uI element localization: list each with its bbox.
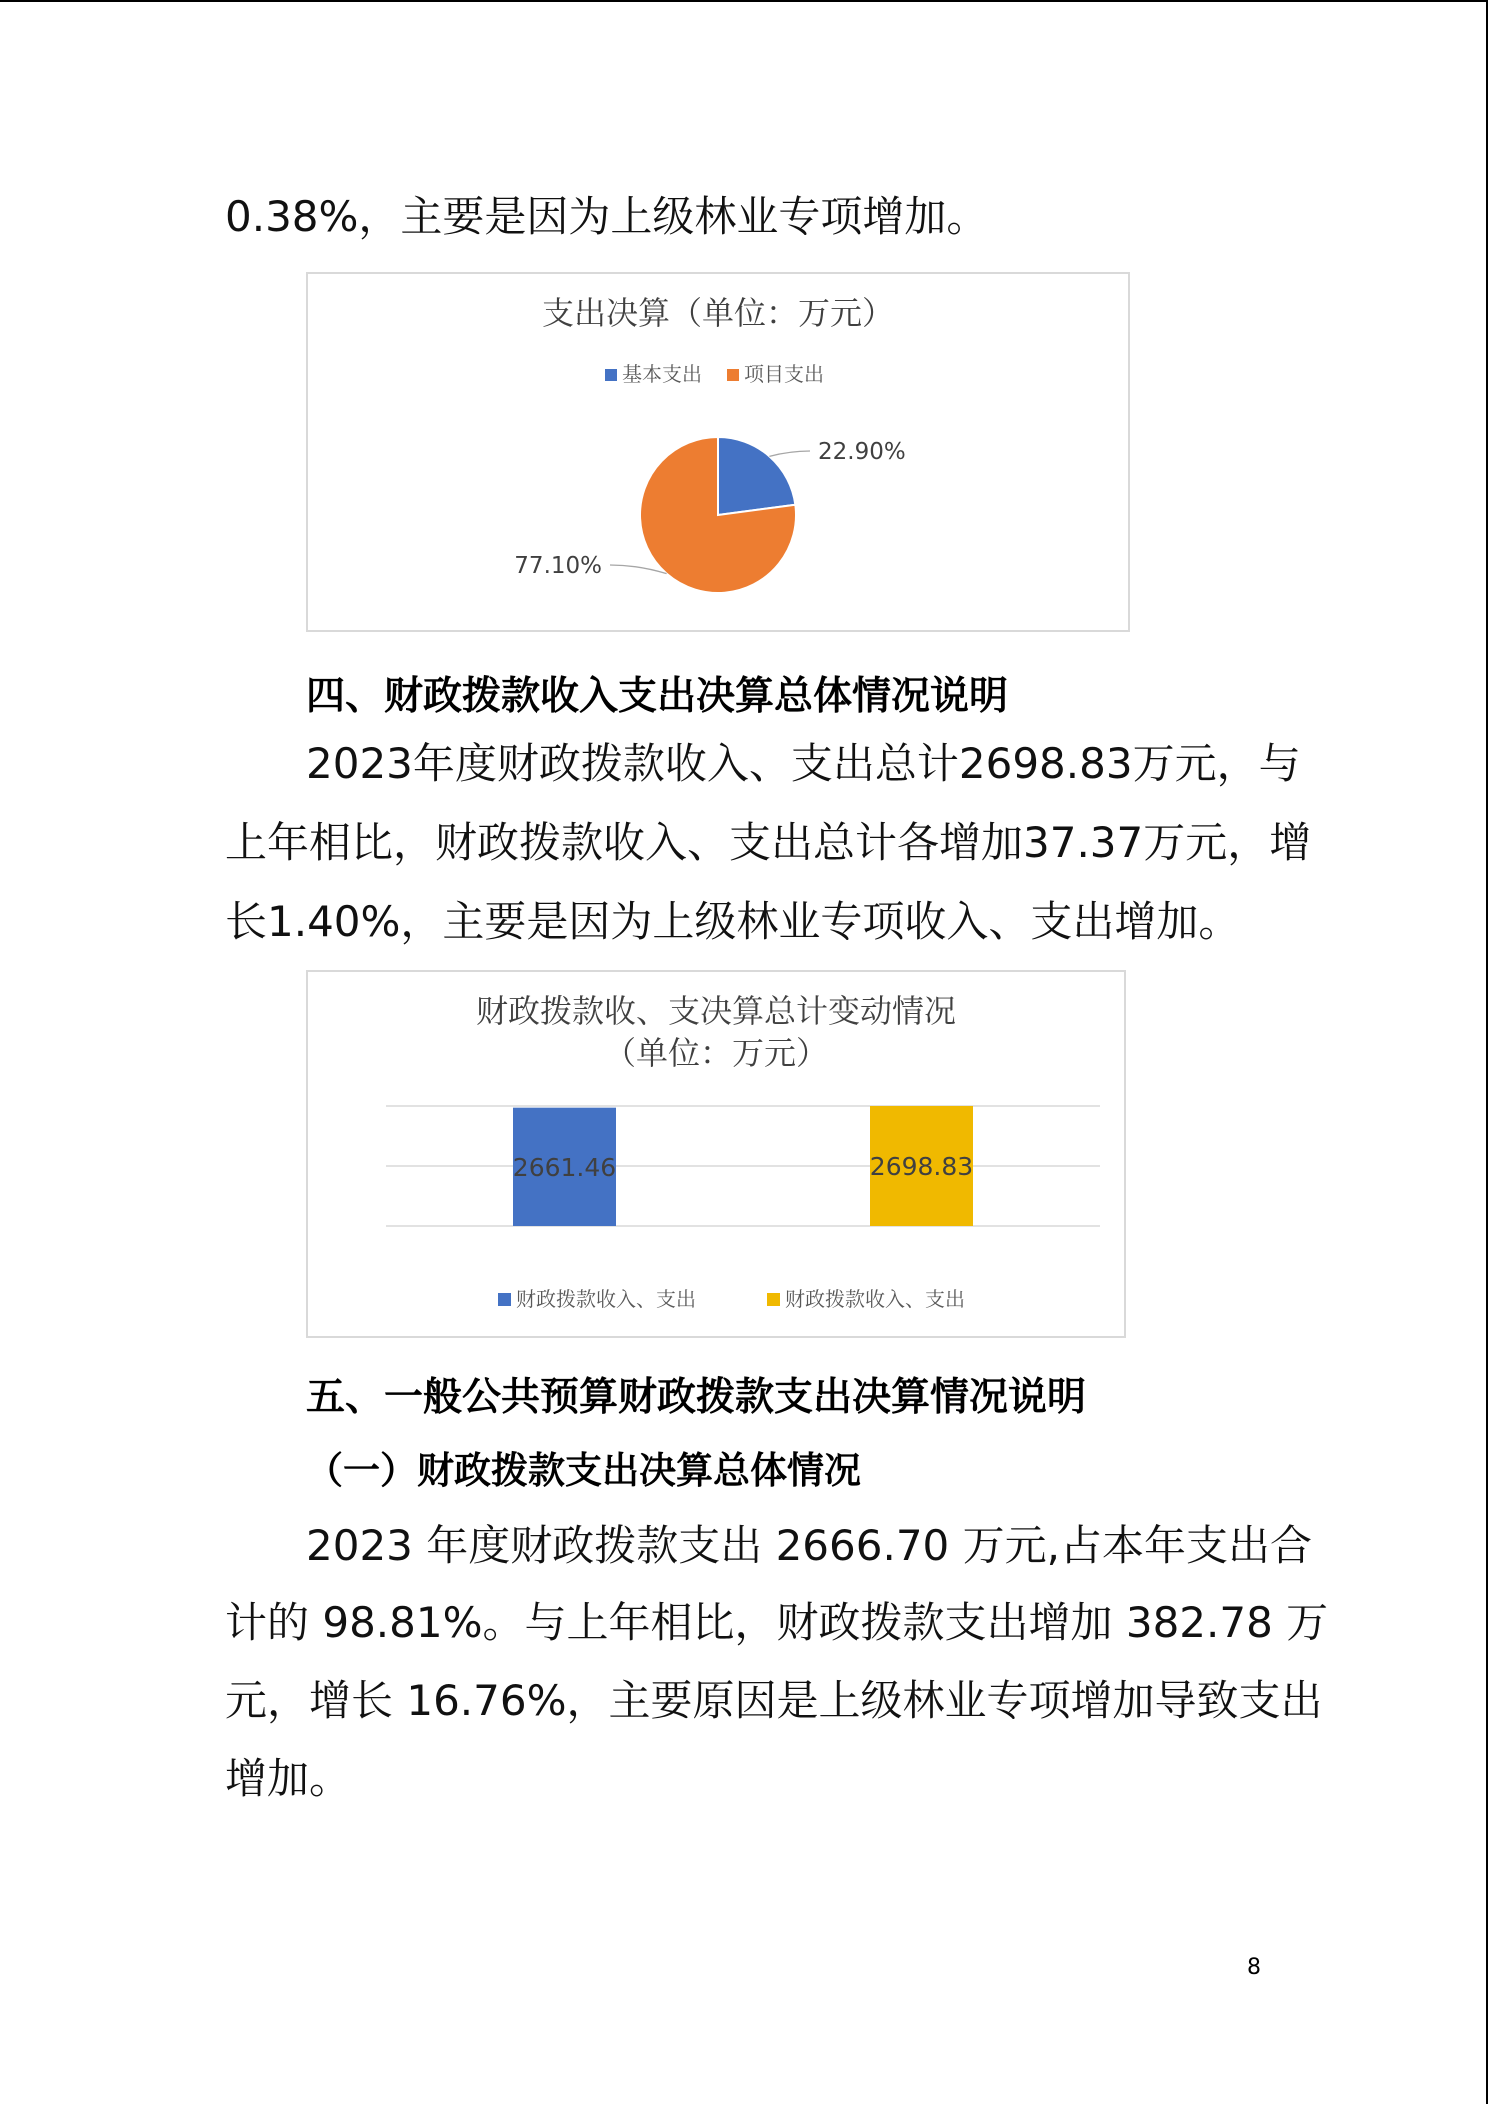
subsection-heading: （一）财政拨款支出决算总体情况 <box>306 1448 861 1492</box>
legend-label-project: 项目支出 <box>744 362 824 386</box>
legend-swatch-2 <box>767 1293 780 1306</box>
pie-chart-svg <box>308 274 1128 630</box>
pie-data-label: 22.90% <box>818 439 906 465</box>
pie-chart-expenditure <box>306 272 1130 632</box>
bar-chart-subtitle: （单位：万元） <box>603 1034 829 1072</box>
paragraph-line: 元，增长 16.76%，主要原因是上级林业专项增加导致支出 <box>225 1676 1323 1725</box>
bar-data-label: 2661.46 <box>512 1152 617 1182</box>
paragraph-line: 2023 年度财政拨款支出 2666.70 万元,占本年支出合 <box>306 1521 1312 1570</box>
pie-leader-line <box>769 451 810 456</box>
bar-chart-change <box>306 970 1126 1338</box>
paragraph-line: 增加。 <box>225 1754 352 1803</box>
legend-label-1: 财政拨款收入、支出 <box>516 1287 696 1311</box>
pie-slice-basic <box>718 437 795 515</box>
section-heading: 五、一般公共预算财政拨款支出决算情况说明 <box>306 1375 1087 1420</box>
legend-label-2: 财政拨款收入、支出 <box>785 1287 965 1311</box>
paragraph-line: 0.38%，主要是因为上级林业专项增加。 <box>225 192 989 241</box>
paragraph-line: 上年相比，财政拨款收入、支出总计各增加37.37万元，增 <box>225 818 1312 867</box>
bar-chart-title: 财政拨款收、支决算总计变动情况 <box>475 992 957 1030</box>
legend-swatch-1 <box>498 1293 511 1306</box>
bar-data-label: 2698.83 <box>869 1152 974 1181</box>
section-heading: 四、财政拨款收入支出决算总体情况说明 <box>306 674 1009 719</box>
legend-label-basic: 基本支出 <box>622 362 702 386</box>
pie-data-label: 77.10% <box>514 553 602 579</box>
bar-chart-svg <box>308 972 1124 1336</box>
paragraph-line: 计的 98.81%。与上年相比，财政拨款支出增加 382.78 万 <box>225 1598 1329 1647</box>
pie-slices <box>640 437 796 593</box>
page-number: 8 <box>1247 1955 1261 1980</box>
paragraph-line: 长1.40%，主要是因为上级林业专项收入、支出增加。 <box>225 897 1241 946</box>
legend-swatch-project <box>727 369 739 381</box>
pie-chart-title: 支出决算（单位：万元） <box>541 294 895 332</box>
legend-swatch-basic <box>605 369 617 381</box>
paragraph-line: 2023年度财政拨款收入、支出总计2698.83万元，与 <box>306 739 1301 788</box>
page-top-edge <box>0 0 1488 2</box>
